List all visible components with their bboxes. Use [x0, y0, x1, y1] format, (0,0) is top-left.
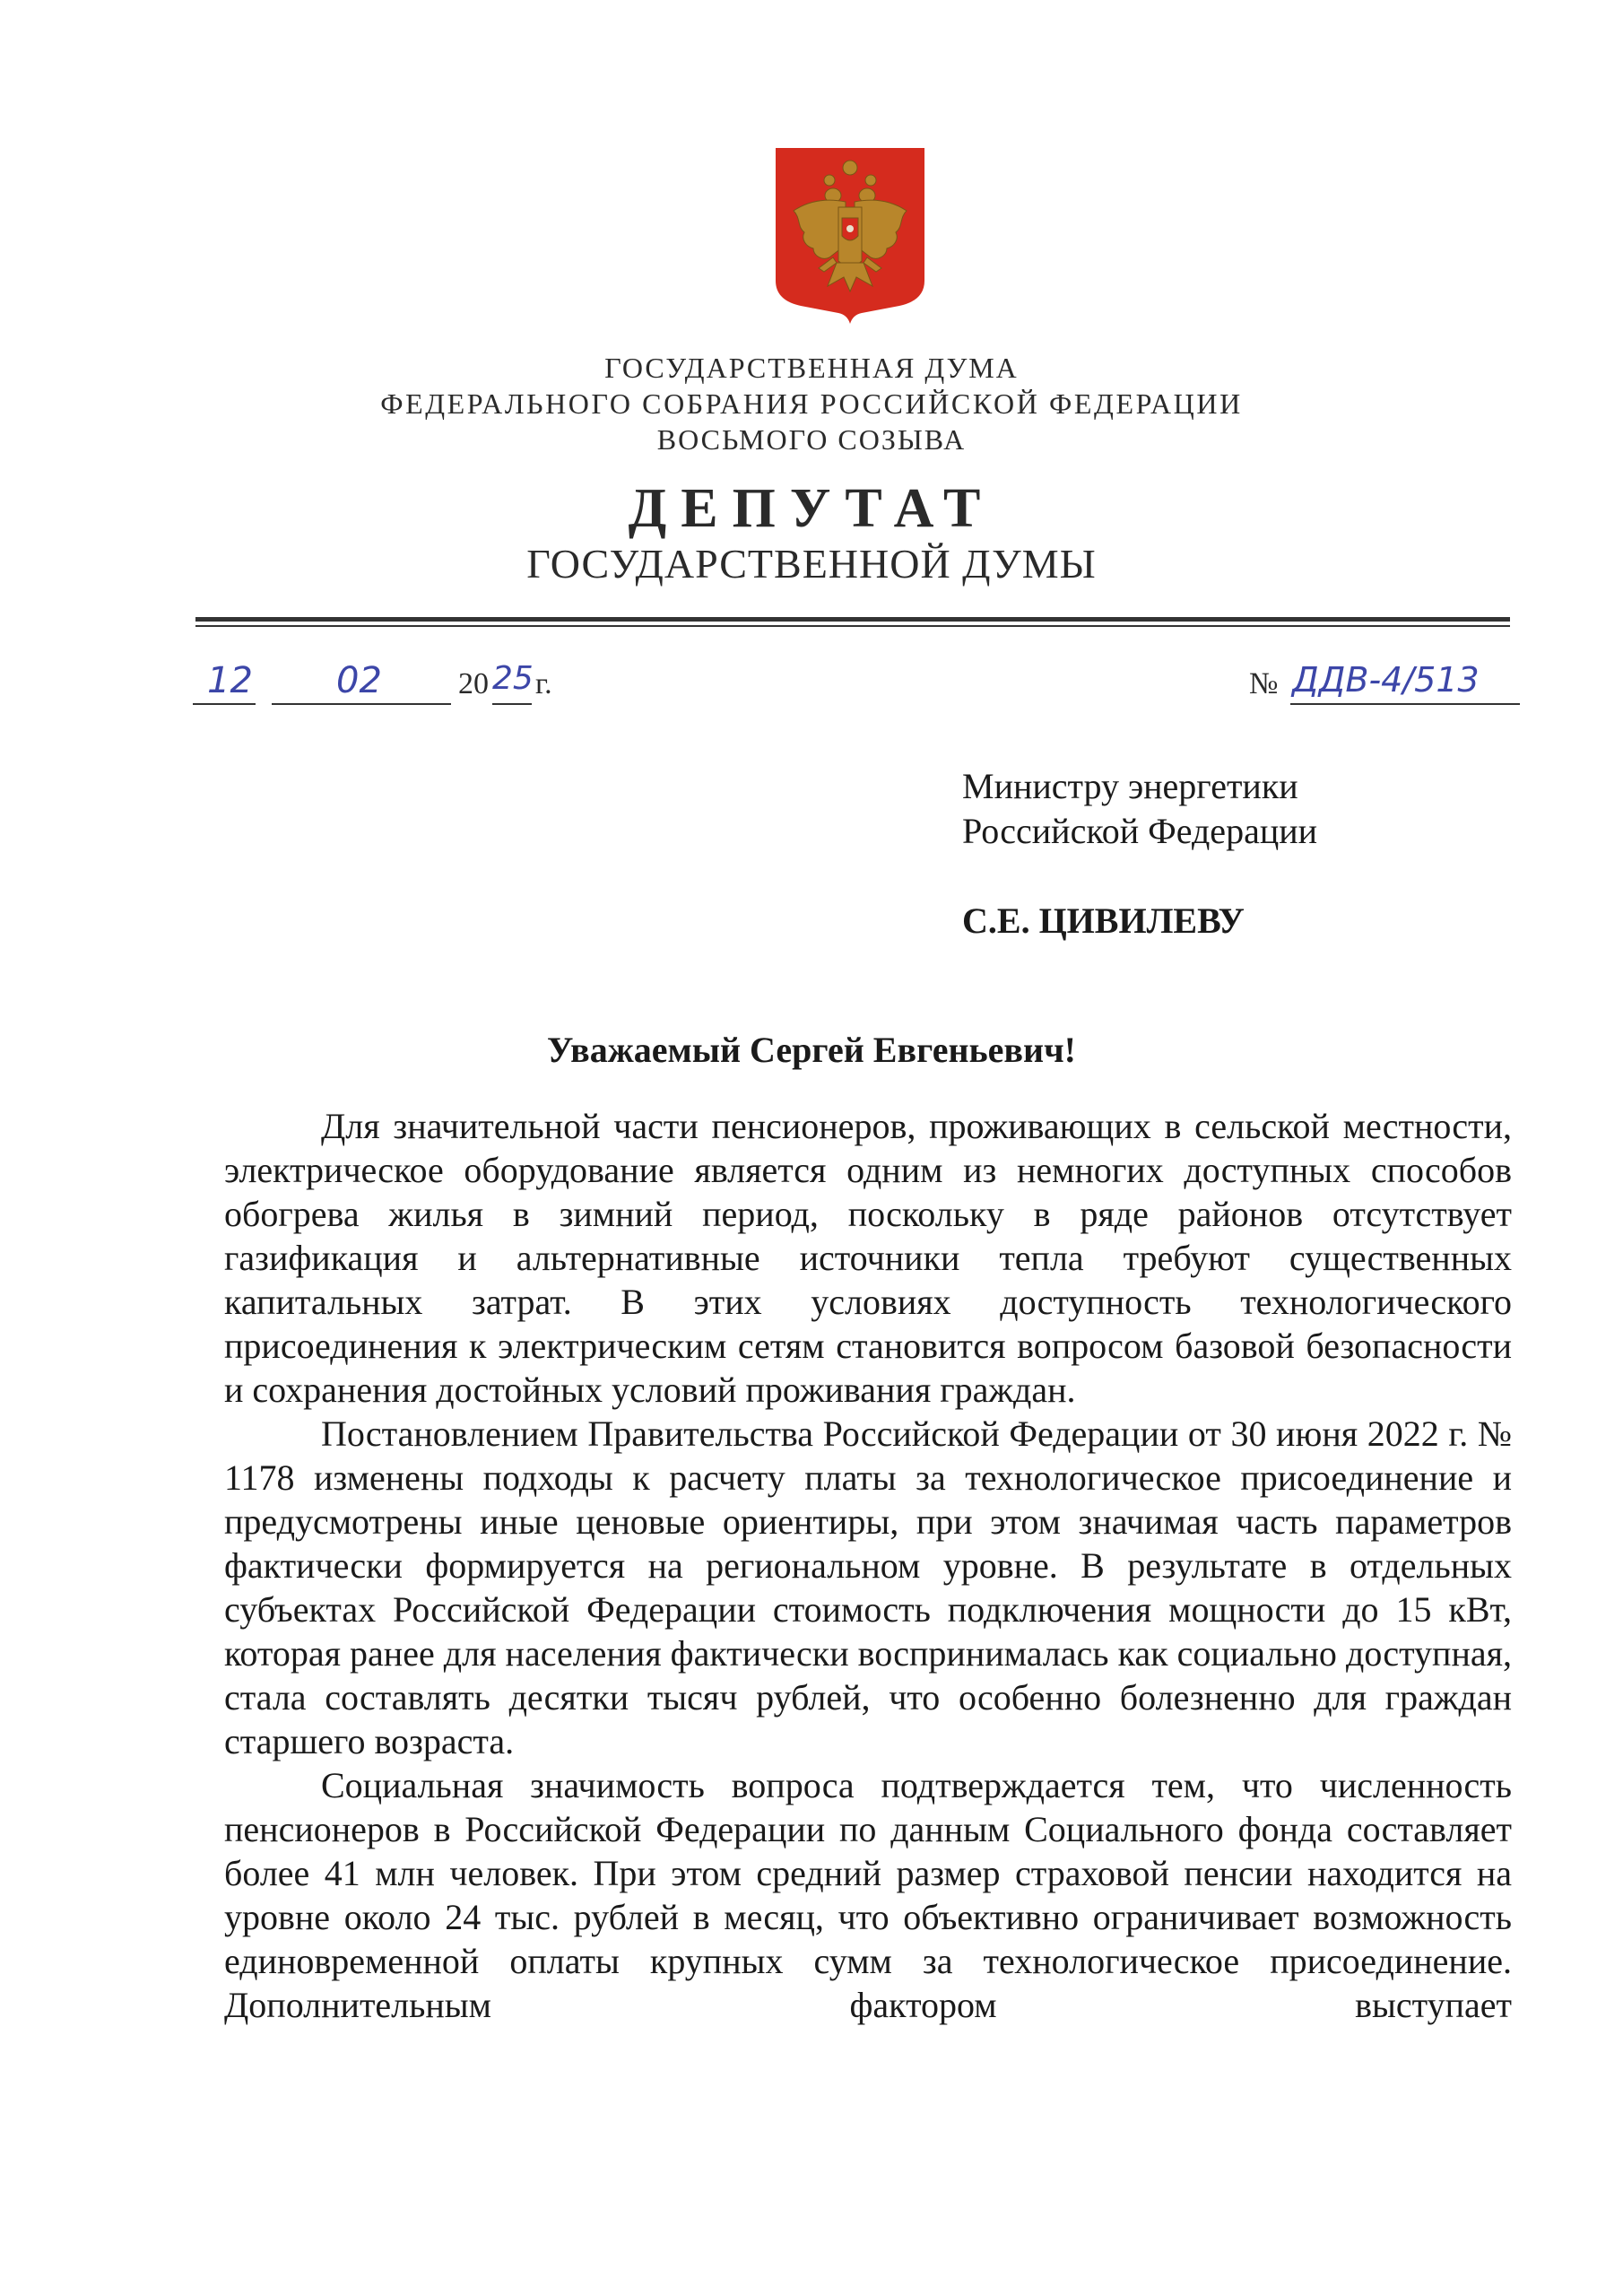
- date-year-unit: г.: [535, 667, 552, 700]
- outgoing-number: ДДВ-4/513: [1292, 660, 1480, 700]
- date-year-suffix: 25: [492, 660, 534, 697]
- date-day-underline: [193, 703, 256, 705]
- addressee-position: Министру энергетики: [962, 766, 1298, 806]
- outgoing-number-field: [1249, 662, 1536, 716]
- letterhead-subtitle: ГОСУДАРСТВЕННОЙ ДУМЫ: [526, 541, 1097, 587]
- paragraph-2: Постановлением Правительства Российской Федерации от 30 июня 2022 г. № 1178 изменены подходы к расчету платы за технологическое присоединение и предусмотрены иные ценовые ориентиры, при этом значимая часть параметров фактически формируется на региональном уровне. В результате в отдельных субъектах Российской Федерации стоимость подключения мощности до 15 кВт, которая ранее для населения фактически воспринималась как социально доступная, стала составлять десятки тысяч рублей, что особенно болезненно для граждан старшего возраста.: [224, 1413, 1512, 1761]
- date-year-prefix: 20: [458, 667, 489, 700]
- date-month: 02: [336, 660, 382, 701]
- letterhead-line-3: ВОСЬМОГО СОЗЫВА: [656, 423, 967, 456]
- addressee-name: С.Е. ЦИВИЛЕВУ: [962, 900, 1245, 941]
- date-year-underline: [492, 703, 532, 705]
- letterhead-line-1: ГОСУДАРСТВЕННАЯ ДУМА: [604, 352, 1019, 384]
- letterhead-title: ДЕПУТАТ: [628, 478, 995, 539]
- number-sign: №: [1249, 667, 1279, 700]
- paragraph-3: Социальная значимость вопроса подтверждается тем, что численность пенсионеров в Российской Федерации по данным Социального фонда составляет более 41 млн человек. При этом средний размер страховой пенсии находится на уровне около 24 тыс. рублей в месяц, что объективно ограничивает возможность единовременной оплаты крупных сумм за технологическое присоединение. Дополнительным фактором выступает: [224, 1765, 1512, 2025]
- date-field: [193, 662, 569, 716]
- date-day: 12: [207, 660, 253, 701]
- letter-body: [224, 1104, 1512, 2027]
- addressee-block: [962, 764, 1317, 854]
- number-underline: [1290, 703, 1520, 705]
- paragraph-1: Для значительной части пенсионеров, проживающих в сельской местности, электрическое оборудование является одним из немногих доступных способов обогрева жилья в зимний период, поскольку в ряде районов отсутствует газификация и альтернативные источники тепла требуют существенных капитальных затрат. В этих условиях доступность технологического присоединения к электрическим сетям становится вопросом базовой безопасности и сохранения достойных условий проживания граждан.: [224, 1106, 1512, 1410]
- letterhead-rule-thin: [195, 625, 1510, 627]
- date-month-underline: [272, 703, 451, 705]
- letterhead-rule-thick: [195, 617, 1510, 622]
- addressee-organization: Российской Федерации: [962, 811, 1318, 851]
- coat-of-arms-icon: [774, 146, 926, 326]
- salutation: Уважаемый Сергей Евгеньевич!: [547, 1030, 1076, 1070]
- letterhead-line-2: ФЕДЕРАЛЬНОГО СОБРАНИЯ РОССИЙСКОЙ ФЕДЕРАЦИИ: [380, 387, 1243, 420]
